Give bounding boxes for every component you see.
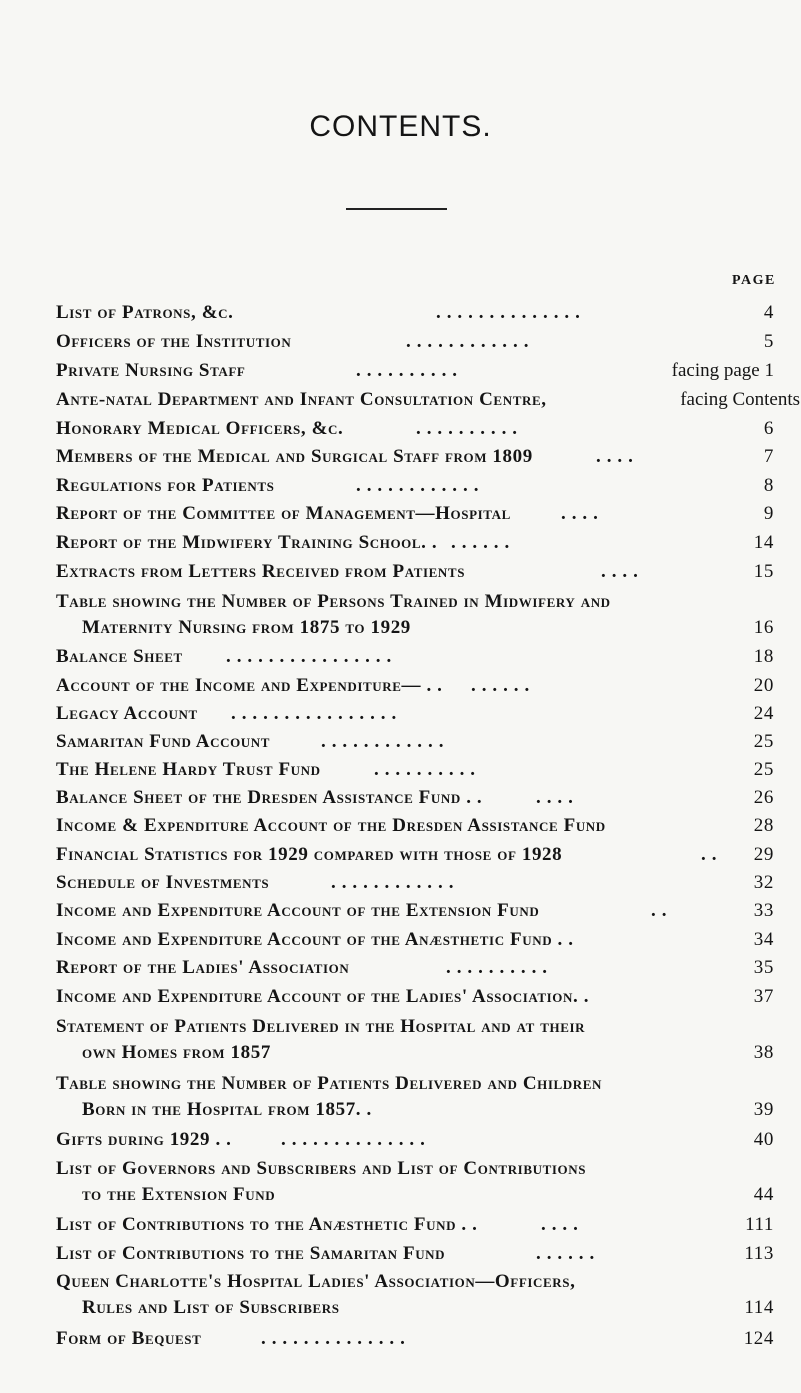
toc-line <box>56 984 774 1010</box>
toc-line <box>56 644 774 670</box>
toc-entry <box>56 444 774 470</box>
toc-entry <box>56 813 774 839</box>
dot-leader: . . . . . . . . . . . . . . . . <box>231 703 397 724</box>
dot-leader: . . . . . . . . . . <box>356 360 458 381</box>
toc-entry-title: Born in the Hospital from 1857. . <box>82 1099 372 1120</box>
toc-page-number: 38 <box>753 1042 774 1063</box>
toc-page-number: 28 <box>753 815 774 836</box>
toc-line <box>56 813 774 839</box>
toc-page-number: 26 <box>753 787 774 808</box>
toc-line <box>56 559 774 585</box>
dot-leader: . . . . <box>596 446 634 467</box>
dot-leader: . . . . <box>536 787 574 808</box>
dot-leader: . . . . . . <box>451 532 510 553</box>
toc-entry <box>56 729 774 755</box>
toc-entry <box>56 1212 774 1238</box>
toc-entry-title: List of Governors and Subscribers and List of Contributions <box>56 1158 587 1179</box>
toc-entry-title: Income and Expenditure Account of the Extension Fund <box>56 900 540 921</box>
toc-entry <box>56 387 800 413</box>
toc-page-number: 29 <box>753 844 774 865</box>
dot-leader: . . . . . . . . . . <box>416 418 518 439</box>
toc-line <box>56 473 774 499</box>
toc-page-number: 114 <box>744 1297 774 1318</box>
toc-page-number: 15 <box>753 561 774 582</box>
toc-entry-title: List of Patrons, &c. <box>56 302 234 323</box>
toc-line <box>56 501 774 527</box>
toc-entry-title: Form of Bequest <box>56 1328 202 1349</box>
toc-entry <box>56 300 774 326</box>
toc-line <box>56 1040 774 1066</box>
dot-leader: . . . . <box>561 503 599 524</box>
toc-line <box>56 329 774 355</box>
toc-line <box>56 358 774 384</box>
toc-entry-title: Income and Expenditure Account of the Ladies' Association. . <box>56 986 590 1007</box>
toc-line <box>56 1269 774 1295</box>
dot-leader: . . . . . . <box>471 675 530 696</box>
toc-entry-title: Table showing the Number of Patients Delivered and Children <box>56 1073 603 1094</box>
toc-entry-title: Account of the Income and Expenditure— . . <box>56 675 443 696</box>
toc-line <box>56 1241 774 1267</box>
toc-entry-title: Queen Charlotte's Hospital Ladies' Association—Officers, <box>56 1271 576 1292</box>
toc-entry-title: Financial Statistics for 1929 compared with those of 1928 <box>56 844 563 865</box>
toc-entry-title: Report of the Midwifery Training School. . <box>56 532 438 553</box>
toc-line <box>56 785 774 811</box>
toc-page-number: 124 <box>743 1328 774 1349</box>
dot-leader: . . . . . . <box>536 1243 595 1264</box>
toc-page-number: facing Contents <box>680 389 800 410</box>
dot-leader: . . . . . . . . . . <box>374 759 476 780</box>
toc-line <box>56 898 774 924</box>
toc-entry <box>56 1127 774 1153</box>
toc-line <box>56 1127 774 1153</box>
toc-page-number: 4 <box>763 302 774 323</box>
toc-page-number: 32 <box>753 872 774 893</box>
toc-entry <box>56 473 774 499</box>
toc-line <box>56 1295 774 1321</box>
toc-entry <box>56 785 774 811</box>
toc-line <box>56 927 774 953</box>
toc-page-number: 39 <box>753 1099 774 1120</box>
toc-entry-title: Balance Sheet <box>56 646 183 667</box>
toc-line <box>56 757 774 783</box>
toc-entry-title: Rules and List of Subscribers <box>82 1297 340 1318</box>
toc-line <box>56 416 774 442</box>
toc-line <box>56 387 800 413</box>
toc-entry-title: Report of the Committee of Management—Hospital <box>56 503 511 524</box>
toc-entry <box>56 870 774 896</box>
dot-leader: . . . . . . . . . . . . <box>331 872 455 893</box>
dot-leader: . . . . . . . . . . <box>446 957 548 978</box>
toc-line <box>56 300 774 326</box>
toc-line <box>56 1212 774 1238</box>
toc-line <box>56 589 774 615</box>
toc-line <box>56 1182 774 1208</box>
toc-entry-title: Regulations for Patients <box>56 475 275 496</box>
toc-page-number: 8 <box>763 475 774 496</box>
dot-leader: . . . . <box>541 1214 579 1235</box>
toc-entry <box>56 1014 774 1066</box>
toc-entry-title: Honorary Medical Officers, &c. <box>56 418 344 439</box>
toc-line <box>56 701 774 727</box>
dot-leader: . . . . . . . . . . . . . . <box>281 1129 426 1150</box>
toc-entry <box>56 644 774 670</box>
dot-leader: . . . . . . . . . . . . . . <box>261 1328 406 1349</box>
toc-line <box>56 530 774 556</box>
toc-entry-title: Officers of the Institution <box>56 331 292 352</box>
toc-entry <box>56 984 774 1010</box>
page-column-label: PAGE <box>732 273 776 288</box>
toc-page-number: 113 <box>744 1243 774 1264</box>
toc-page-number: 25 <box>753 759 774 780</box>
toc-entry-title: own Homes from 1857 <box>82 1042 271 1063</box>
toc-line <box>56 870 774 896</box>
toc-entry <box>56 701 774 727</box>
toc-line <box>56 1097 774 1123</box>
toc-entry-title: Schedule of Investments <box>56 872 270 893</box>
toc-entry-title: Members of the Medical and Surgical Staff from 1809 <box>56 446 533 467</box>
toc-line <box>56 955 774 981</box>
toc-entry <box>56 927 774 953</box>
toc-page-number: 6 <box>763 418 774 439</box>
toc-page-number: 18 <box>753 646 774 667</box>
dot-leader: . . . . . . . . . . . . <box>356 475 480 496</box>
toc-entry <box>56 1071 774 1123</box>
toc-entry-title: Legacy Account <box>56 703 198 724</box>
toc-entry <box>56 842 774 868</box>
toc-entry <box>56 1241 774 1267</box>
dot-leader: . . . . . . . . . . . . . . <box>436 302 581 323</box>
toc-page-number: 16 <box>753 617 774 638</box>
toc-entry-title: List of Contributions to the Anæsthetic Fund . . <box>56 1214 478 1235</box>
toc-entry <box>56 559 774 585</box>
toc-entry <box>56 955 774 981</box>
toc-entry-title: Private Nursing Staff <box>56 360 246 381</box>
toc-line <box>56 673 774 699</box>
toc-page-number: 20 <box>753 675 774 696</box>
toc-entry-title: Income and Expenditure Account of the Anæsthetic Fund . . <box>56 929 574 950</box>
toc-page-number: 14 <box>753 532 774 553</box>
toc-entry <box>56 1156 774 1208</box>
toc-page-number: 35 <box>753 957 774 978</box>
dot-leader: . . <box>651 900 668 921</box>
toc-entry <box>56 1269 774 1321</box>
toc-entry-title: Statement of Patients Delivered in the Hospital and at their <box>56 1016 586 1037</box>
toc-line <box>56 615 774 641</box>
toc-entry <box>56 898 774 924</box>
toc-entry-title: Maternity Nursing from 1875 to 1929 <box>82 617 411 638</box>
toc-entry <box>56 501 774 527</box>
toc-page-number: 37 <box>753 986 774 1007</box>
toc-entry-title: Extracts from Letters Received from Patients <box>56 561 466 582</box>
toc-page-number: 5 <box>763 331 774 352</box>
toc-page-number: 111 <box>745 1214 774 1235</box>
toc-entry-title: Balance Sheet of the Dresden Assistance Fund . . <box>56 787 483 808</box>
toc-entry-title: Gifts during 1929 . . <box>56 1129 232 1150</box>
toc-entry-title: Income & Expenditure Account of the Dresden Assistance Fund <box>56 815 606 836</box>
dot-leader: . . . . . . . . . . . . <box>321 731 445 752</box>
toc-line <box>56 1071 774 1097</box>
toc-entry-title: Samaritan Fund Account <box>56 731 271 752</box>
toc-line <box>56 1014 774 1040</box>
toc-page-number: 25 <box>753 731 774 752</box>
dot-leader: . . . . <box>601 561 639 582</box>
toc-line <box>56 1156 774 1182</box>
toc-line <box>56 1326 774 1352</box>
dot-leader: . . <box>701 844 718 865</box>
dot-leader: . . . . . . . . . . . . . . . . <box>226 646 392 667</box>
toc-page-number: 9 <box>763 503 774 524</box>
toc-page-number: 34 <box>753 929 774 950</box>
toc-page-number: 33 <box>753 900 774 921</box>
dot-leader: . . . . . . . . . . . . <box>406 331 530 352</box>
toc-entry <box>56 757 774 783</box>
toc-entry <box>56 673 774 699</box>
toc-line <box>56 444 774 470</box>
toc-entry <box>56 589 774 641</box>
toc-entry-title: List of Contributions to the Samaritan Fund <box>56 1243 446 1264</box>
toc-entry-title: Table showing the Number of Persons Trained in Midwifery and <box>56 591 611 612</box>
toc-page-number: 40 <box>753 1129 774 1150</box>
toc-entry <box>56 416 774 442</box>
toc-entry-title: The Helene Hardy Trust Fund <box>56 759 321 780</box>
toc-entry-title: to the Extension Fund <box>82 1184 276 1205</box>
toc-page-number: facing page 1 <box>671 360 774 381</box>
toc-entry <box>56 1326 774 1352</box>
toc-entry-title: Report of the Ladies' Association <box>56 957 350 978</box>
toc-entry-title: Ante-natal Department and Infant Consultation Centre, <box>56 389 547 410</box>
page-title: CONTENTS. <box>309 110 492 143</box>
toc-page-number: 7 <box>763 446 774 467</box>
toc-entry <box>56 530 774 556</box>
toc-entry <box>56 329 774 355</box>
toc-entry <box>56 358 774 384</box>
toc-line <box>56 842 774 868</box>
toc-line <box>56 729 774 755</box>
toc-page-number: 44 <box>753 1184 774 1205</box>
toc-page-number: 24 <box>753 703 774 724</box>
